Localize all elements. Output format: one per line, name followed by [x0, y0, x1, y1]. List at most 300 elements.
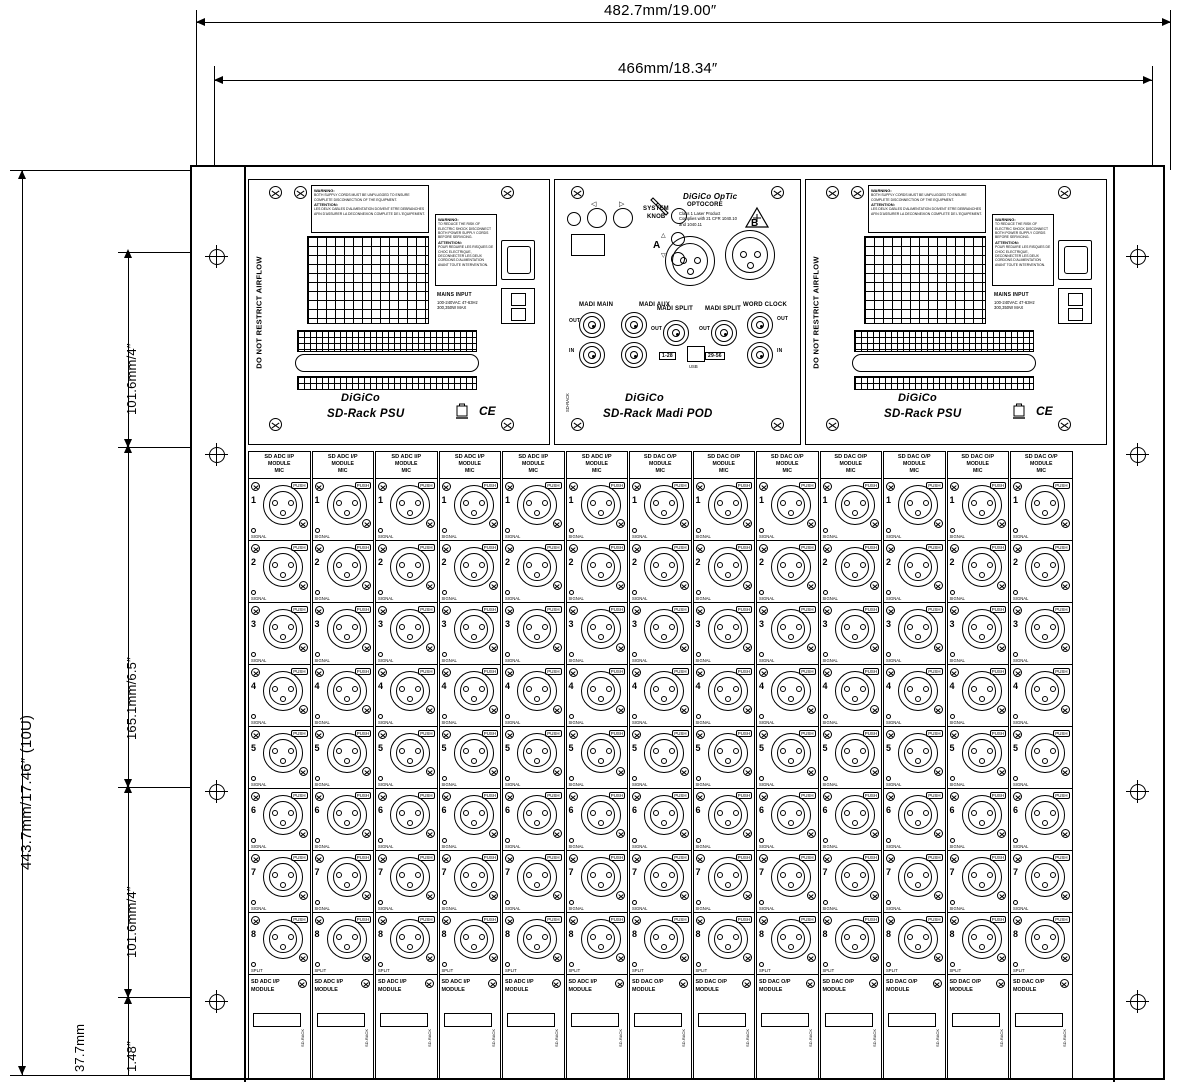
channel-cell-8-8[interactable]: [694, 913, 755, 975]
channel-cell-11-8[interactable]: [884, 913, 945, 975]
xlr-connector-1-1[interactable]: [263, 485, 303, 525]
xlr-connector-7-3[interactable]: [644, 609, 684, 649]
psu-right-switch-off[interactable]: [1068, 308, 1083, 321]
channel-cell-4-2[interactable]: [440, 541, 501, 603]
xlr-connector-11-6[interactable]: [898, 795, 938, 835]
xlr-connector-13-5[interactable]: [1025, 733, 1065, 773]
xlr-connector-3-8[interactable]: [390, 919, 430, 959]
xlr-connector-1-2[interactable]: [263, 547, 303, 587]
channel-cell-2-6[interactable]: [313, 789, 374, 851]
xlr-connector-8-4[interactable]: [708, 671, 748, 711]
channel-cell-12-6[interactable]: [948, 789, 1009, 851]
signal-label-10-7: SIGNAL: [822, 906, 838, 911]
xlr-connector-2-4[interactable]: [327, 671, 367, 711]
channel-cell-12-2[interactable]: [948, 541, 1009, 603]
channel-cell-5-1[interactable]: [503, 479, 564, 541]
xlr-connector-9-6[interactable]: [771, 795, 811, 835]
xlr-connector-2-8[interactable]: [327, 919, 367, 959]
xlr-connector-1-3[interactable]: [263, 609, 303, 649]
channel-number-9-1: 1: [759, 495, 765, 505]
module-screw-13-7b: [1061, 891, 1070, 900]
channel-cell-6-2[interactable]: [567, 541, 628, 603]
xlr-connector-6-4[interactable]: [581, 671, 621, 711]
xlr-connector-1-6[interactable]: [263, 795, 303, 835]
module-13[interactable]: [1010, 451, 1073, 1079]
xlr-connector-12-3[interactable]: [962, 609, 1002, 649]
channel-cell-10-5[interactable]: [821, 727, 882, 789]
module-11[interactable]: [883, 451, 946, 1079]
xlr-connector-5-6[interactable]: [517, 795, 557, 835]
xlr-connector-6-3[interactable]: [581, 609, 621, 649]
channel-cell-10-3[interactable]: [821, 603, 882, 665]
channel-cell-2-1[interactable]: [313, 479, 374, 541]
channel-cell-1-8[interactable]: [249, 913, 310, 975]
arrow-right-chassis-width: [1143, 76, 1152, 84]
xlr-connector-10-1[interactable]: [835, 485, 875, 525]
psu-right-iec-socket: [1064, 246, 1088, 274]
module-screw-13-4a: [1013, 668, 1022, 677]
xlr-connector-6-1[interactable]: [581, 485, 621, 525]
xlr-connector-10-6[interactable]: [835, 795, 875, 835]
channel-cell-7-7[interactable]: [630, 851, 691, 913]
channel-cell-9-3[interactable]: [757, 603, 818, 665]
xlr-connector-6-7[interactable]: [581, 857, 621, 897]
channel-cell-7-3[interactable]: [630, 603, 691, 665]
xlr-connector-8-2[interactable]: [708, 547, 748, 587]
module-screw-2-1a: [315, 482, 324, 491]
xlr-connector-9-1[interactable]: [771, 485, 811, 525]
bnc-word-clock-out[interactable]: [747, 312, 773, 338]
channel-cell-13-1[interactable]: [1011, 479, 1072, 541]
channel-cell-12-1[interactable]: [948, 479, 1009, 541]
module-foot-screw-4: [488, 979, 497, 988]
channel-cell-10-2[interactable]: [821, 541, 882, 603]
xlr-connector-10-7[interactable]: [835, 857, 875, 897]
xlr-connector-4-5[interactable]: [454, 733, 494, 773]
xlr-connector-11-4[interactable]: [898, 671, 938, 711]
push-latch-4-6: PUSH: [483, 793, 496, 798]
bnc-madi-split-1[interactable]: [663, 320, 689, 346]
push-latch-4-8: PUSH: [483, 917, 496, 922]
module-foot-sub-2: MODULE: [314, 987, 338, 993]
xlr-connector-13-8[interactable]: [1025, 919, 1065, 959]
xlr-connector-7-5[interactable]: [644, 733, 684, 773]
xlr-connector-10-8[interactable]: [835, 919, 875, 959]
push-latch-6-5: PUSH: [610, 731, 623, 736]
module-screw-11-8a: [886, 916, 895, 925]
channel-cell-8-4[interactable]: [694, 665, 755, 727]
xlr-connector-1-8[interactable]: [263, 919, 303, 959]
bnc-madi-aux-out[interactable]: [621, 312, 647, 338]
channel-cell-7-1[interactable]: [630, 479, 691, 541]
xlr-connector-12-8[interactable]: [962, 919, 1002, 959]
channel-cell-4-6[interactable]: [440, 789, 501, 851]
xlr-connector-6-5[interactable]: [581, 733, 621, 773]
module-screw-12-3b: [997, 643, 1006, 652]
channel-cell-12-8[interactable]: [948, 913, 1009, 975]
xlr-connector-12-2[interactable]: [962, 547, 1002, 587]
xlr-connector-8-1[interactable]: [708, 485, 748, 525]
xlr-connector-3-7[interactable]: [390, 857, 430, 897]
channel-cell-1-7[interactable]: [249, 851, 310, 913]
module-screw-7-7a: [632, 854, 641, 863]
bnc-word-clock-in[interactable]: [747, 342, 773, 368]
module-5[interactable]: [502, 451, 565, 1079]
channel-cell-6-5[interactable]: [567, 727, 628, 789]
channel-cell-8-5[interactable]: [694, 727, 755, 789]
channel-cell-11-3[interactable]: [884, 603, 945, 665]
signal-label-11-7: SIGNAL: [886, 906, 902, 911]
channel-cell-5-6[interactable]: [503, 789, 564, 851]
channel-cell-13-5[interactable]: [1011, 727, 1072, 789]
channel-cell-6-8[interactable]: [567, 913, 628, 975]
module-footer-3: [376, 975, 437, 1048]
xlr-connector-8-6[interactable]: [708, 795, 748, 835]
channel-cell-8-3[interactable]: [694, 603, 755, 665]
module-6[interactable]: [566, 451, 629, 1079]
xlr-connector-10-4[interactable]: [835, 671, 875, 711]
pod-button-left[interactable]: [587, 208, 607, 228]
channel-cell-1-4[interactable]: [249, 665, 310, 727]
channel-cell-11-7[interactable]: [884, 851, 945, 913]
channel-cell-4-8[interactable]: [440, 913, 501, 975]
xlr-connector-2-2[interactable]: [327, 547, 367, 587]
xlr-connector-8-8[interactable]: [708, 919, 748, 959]
module-mic-3: MIC: [401, 468, 411, 474]
module-screw-4-7a: [442, 854, 451, 863]
xlr-connector-4-7[interactable]: [454, 857, 494, 897]
signal-label-12-8: SPLIT: [949, 968, 962, 973]
channel-cell-8-7[interactable]: [694, 851, 755, 913]
psu-left-airflow-label: DO NOT RESTRICT AIRFLOW: [254, 255, 264, 369]
xlr-connector-9-5[interactable]: [771, 733, 811, 773]
xlr-connector-1-5[interactable]: [263, 733, 303, 773]
pod-system-knob[interactable]: [671, 208, 687, 224]
xlr-connector-4-1[interactable]: [454, 485, 494, 525]
channel-cell-5-8[interactable]: [503, 913, 564, 975]
xlr-connector-7-8[interactable]: [644, 919, 684, 959]
module-10[interactable]: [820, 451, 883, 1079]
xlr-connector-13-4[interactable]: [1025, 671, 1065, 711]
channel-cell-10-4[interactable]: [821, 665, 882, 727]
channel-cell-8-1[interactable]: [694, 479, 755, 541]
psu-left-ce-mark: CE: [479, 404, 496, 418]
channel-cell-1-5[interactable]: [249, 727, 310, 789]
channel-cell-3-5[interactable]: [376, 727, 437, 789]
channel-cell-4-1[interactable]: [440, 479, 501, 541]
module-8[interactable]: [693, 451, 756, 1079]
xlr-connector-2-1[interactable]: [327, 485, 367, 525]
push-latch-5-3: PUSH: [547, 607, 560, 612]
module-footer-12: [948, 975, 1009, 1048]
xlr-connector-11-1[interactable]: [898, 485, 938, 525]
xlr-connector-11-2[interactable]: [898, 547, 938, 587]
xlr-connector-2-5[interactable]: [327, 733, 367, 773]
signal-label-8-5: SIGNAL: [695, 782, 711, 787]
xlr-connector-1-4[interactable]: [263, 671, 303, 711]
xlr-connector-10-5[interactable]: [835, 733, 875, 773]
channel-cell-2-2[interactable]: [313, 541, 374, 603]
xlr-connector-12-4[interactable]: [962, 671, 1002, 711]
xlr-connector-12-7[interactable]: [962, 857, 1002, 897]
channel-cell-4-4[interactable]: [440, 665, 501, 727]
module-footer-2: [313, 975, 374, 1048]
xlr-connector-2-3[interactable]: [327, 609, 367, 649]
channel-cell-9-1[interactable]: [757, 479, 818, 541]
channel-cell-5-3[interactable]: [503, 603, 564, 665]
xlr-connector-6-6[interactable]: [581, 795, 621, 835]
psu-right-switch-on[interactable]: [1068, 293, 1083, 306]
signal-label-13-4: SIGNAL: [1013, 720, 1029, 725]
xlr-connector-11-3[interactable]: [898, 609, 938, 649]
channel-cell-12-3[interactable]: [948, 603, 1009, 665]
signal-label-1-7: SIGNAL: [251, 906, 267, 911]
signal-label-10-5: SIGNAL: [822, 782, 838, 787]
channel-cell-10-1[interactable]: [821, 479, 882, 541]
xlr-connector-12-5[interactable]: [962, 733, 1002, 773]
xlr-connector-8-3[interactable]: [708, 609, 748, 649]
xlr-connector-11-7[interactable]: [898, 857, 938, 897]
channel-cell-1-2[interactable]: [249, 541, 310, 603]
xlr-connector-3-1[interactable]: [390, 485, 430, 525]
optocore-port-b[interactable]: [725, 230, 775, 280]
psu-right-vent-strip-2: [854, 376, 1034, 390]
xlr-connector-12-6[interactable]: [962, 795, 1002, 835]
channel-number-1-2: 2: [251, 557, 257, 567]
channel-cell-2-3[interactable]: [313, 603, 374, 665]
xlr-connector-5-8[interactable]: [517, 919, 557, 959]
dimline-overall-width: [196, 22, 1171, 23]
xlr-connector-2-6[interactable]: [327, 795, 367, 835]
channel-cell-6-4[interactable]: [567, 665, 628, 727]
optocore-b-pin-2: [754, 251, 761, 258]
arrow-down-overall-height: [18, 1066, 26, 1075]
push-latch-12-6: PUSH: [991, 793, 1004, 798]
xlr-connector-4-3[interactable]: [454, 609, 494, 649]
xlr-connector-6-2[interactable]: [581, 547, 621, 587]
channel-cell-3-3[interactable]: [376, 603, 437, 665]
module-7[interactable]: [629, 451, 692, 1079]
xlr-connector-5-3[interactable]: [517, 609, 557, 649]
module-screw-11-8b: [934, 953, 943, 962]
channel-cell-3-4[interactable]: [376, 665, 437, 727]
channel-cell-1-3[interactable]: [249, 603, 310, 665]
channel-cell-9-5[interactable]: [757, 727, 818, 789]
xlr-connector-7-1[interactable]: [644, 485, 684, 525]
psu-right-power-switch[interactable]: [1058, 288, 1092, 324]
xlr-connector-4-2[interactable]: [454, 547, 494, 587]
signal-led-5-2: [505, 590, 510, 595]
xlr-connector-4-6[interactable]: [454, 795, 494, 835]
xlr-connector-3-3[interactable]: [390, 609, 430, 649]
module-screw-9-5a: [759, 730, 768, 739]
push-latch-11-6: PUSH: [928, 793, 941, 798]
xlr-connector-4-8[interactable]: [454, 919, 494, 959]
xlr-connector-9-4[interactable]: [771, 671, 811, 711]
optocore-a-pin-1: [680, 257, 687, 264]
bnc-madi-aux-in[interactable]: [621, 342, 647, 368]
bnc-madi-main-in[interactable]: [579, 342, 605, 368]
xlr-connector-6-8[interactable]: [581, 919, 621, 959]
channel-cell-6-7[interactable]: [567, 851, 628, 913]
channel-cell-3-8[interactable]: [376, 913, 437, 975]
channel-cell-11-5[interactable]: [884, 727, 945, 789]
xlr-connector-7-2[interactable]: [644, 547, 684, 587]
xlr-connector-10-2[interactable]: [835, 547, 875, 587]
xlr-connector-7-4[interactable]: [644, 671, 684, 711]
channel-cell-1-6[interactable]: [249, 789, 310, 851]
channel-cell-11-1[interactable]: [884, 479, 945, 541]
push-latch-13-5: PUSH: [1055, 731, 1068, 736]
usb-port[interactable]: [687, 346, 705, 362]
xlr-connector-3-2[interactable]: [390, 547, 430, 587]
channel-cell-9-8[interactable]: [757, 913, 818, 975]
signal-label-9-8: SPLIT: [759, 968, 771, 973]
channel-cell-13-6[interactable]: [1011, 789, 1072, 851]
xlr-connector-13-7[interactable]: [1025, 857, 1065, 897]
xlr-connector-13-6[interactable]: [1025, 795, 1065, 835]
xlr-connector-7-7[interactable]: [644, 857, 684, 897]
xlr-connector-5-5[interactable]: [517, 733, 557, 773]
xlr-connector-9-2[interactable]: [771, 547, 811, 587]
module-screw-4-2b: [489, 581, 498, 590]
channel-cell-2-5[interactable]: [313, 727, 374, 789]
module-screw-6-7b: [616, 891, 625, 900]
channel-cell-11-4[interactable]: [884, 665, 945, 727]
xlr-connector-3-6[interactable]: [390, 795, 430, 835]
channel-cell-3-6[interactable]: [376, 789, 437, 851]
channel-cell-8-2[interactable]: [694, 541, 755, 603]
channel-cell-5-4[interactable]: [503, 665, 564, 727]
channel-cell-2-7[interactable]: [313, 851, 374, 913]
channel-cell-7-6[interactable]: [630, 789, 691, 851]
psu-left-switch-on[interactable]: [511, 293, 526, 306]
module-screw-10-8a: [823, 916, 832, 925]
channel-cell-2-8[interactable]: [313, 913, 374, 975]
channel-cell-13-3[interactable]: [1011, 603, 1072, 665]
channel-cell-5-2[interactable]: [503, 541, 564, 603]
extline-chassis-right: [1152, 66, 1153, 176]
channel-cell-5-7[interactable]: [503, 851, 564, 913]
optocore-port-a[interactable]: [665, 236, 715, 286]
module-foot-type-2: SD ADC I/P: [314, 979, 344, 985]
module-3[interactable]: [375, 451, 438, 1079]
xlr-connector-11-8[interactable]: [898, 919, 938, 959]
signal-led-7-1: [632, 528, 637, 533]
xlr-connector-7-6[interactable]: [644, 795, 684, 835]
channel-cell-8-6[interactable]: [694, 789, 755, 851]
psu-left-power-switch[interactable]: [501, 288, 535, 324]
channel-cell-9-7[interactable]: [757, 851, 818, 913]
channel-cell-6-6[interactable]: [567, 789, 628, 851]
channel-cell-12-7[interactable]: [948, 851, 1009, 913]
xlr-connector-13-3[interactable]: [1025, 609, 1065, 649]
xlr-connector-5-4[interactable]: [517, 671, 557, 711]
xlr-connector-10-3[interactable]: [835, 609, 875, 649]
xlr-connector-12-1[interactable]: [962, 485, 1002, 525]
xlr-connector-4-4[interactable]: [454, 671, 494, 711]
channel-cell-9-2[interactable]: [757, 541, 818, 603]
channel-cell-6-1[interactable]: [567, 479, 628, 541]
xlr-connector-3-5[interactable]: [390, 733, 430, 773]
xlr-connector-9-7[interactable]: [771, 857, 811, 897]
module-12[interactable]: [947, 451, 1010, 1079]
channel-cell-6-3[interactable]: [567, 603, 628, 665]
psu-right-brand: DiGiCo: [898, 392, 938, 404]
xlr-connector-8-7[interactable]: [708, 857, 748, 897]
psu-left-switch-off[interactable]: [511, 308, 526, 321]
channel-cell-4-3[interactable]: [440, 603, 501, 665]
xlr-connector-13-2[interactable]: [1025, 547, 1065, 587]
channel-cell-7-5[interactable]: [630, 727, 691, 789]
pod-button-right[interactable]: [613, 208, 633, 228]
channel-cell-4-7[interactable]: [440, 851, 501, 913]
weee-icon-psu-left: [455, 402, 469, 419]
module-screw-8-4b: [743, 705, 752, 714]
channel-number-7-7: 7: [632, 867, 638, 877]
channel-cell-7-2[interactable]: [630, 541, 691, 603]
channel-cell-5-5[interactable]: [503, 727, 564, 789]
channel-cell-12-4[interactable]: [948, 665, 1009, 727]
signal-led-11-1: [886, 528, 891, 533]
bnc-madi-split-2[interactable]: [711, 320, 737, 346]
channel-cell-13-8[interactable]: [1011, 913, 1072, 975]
xlr-connector-9-3[interactable]: [771, 609, 811, 649]
channel-cell-9-6[interactable]: [757, 789, 818, 851]
channel-cell-10-7[interactable]: [821, 851, 882, 913]
channel-cell-12-5[interactable]: [948, 727, 1009, 789]
xlr-connector-9-8[interactable]: [771, 919, 811, 959]
module-2[interactable]: [312, 451, 375, 1079]
channel-cell-3-1[interactable]: [376, 479, 437, 541]
module-4[interactable]: [439, 451, 502, 1079]
channel-cell-7-8[interactable]: [630, 913, 691, 975]
module-9[interactable]: [756, 451, 819, 1079]
channel-cell-13-4[interactable]: [1011, 665, 1072, 727]
channel-cell-4-5[interactable]: [440, 727, 501, 789]
xlr-connector-5-7[interactable]: [517, 857, 557, 897]
channel-cell-9-4[interactable]: [757, 665, 818, 727]
xlr-connector-2-7[interactable]: [327, 857, 367, 897]
xlr-connector-3-4[interactable]: [390, 671, 430, 711]
xlr-connector-1-7[interactable]: [263, 857, 303, 897]
channel-cell-7-4[interactable]: [630, 665, 691, 727]
xlr-connector-8-5[interactable]: [708, 733, 748, 773]
xlr-connector-5-1[interactable]: [517, 485, 557, 525]
bnc-madi-main-out[interactable]: [579, 312, 605, 338]
signal-label-12-2: SIGNAL: [949, 596, 965, 601]
xlr-connector-13-1[interactable]: [1025, 485, 1065, 525]
channel-cell-3-2[interactable]: [376, 541, 437, 603]
push-latch-2-8: PUSH: [356, 917, 369, 922]
channel-cell-11-2[interactable]: [884, 541, 945, 603]
channel-number-2-7: 7: [314, 867, 320, 877]
signal-led-6-5: [569, 776, 574, 781]
channel-cell-1-1[interactable]: [249, 479, 310, 541]
module-1[interactable]: [248, 451, 311, 1079]
channel-cell-10-8[interactable]: [821, 913, 882, 975]
xlr-connector-5-2[interactable]: [517, 547, 557, 587]
channel-cell-10-6[interactable]: [821, 789, 882, 851]
xlr-connector-11-5[interactable]: [898, 733, 938, 773]
channel-cell-3-7[interactable]: [376, 851, 437, 913]
channel-cell-13-7[interactable]: [1011, 851, 1072, 913]
signal-led-7-7: [632, 900, 637, 905]
module-screw-7-1a: [632, 482, 641, 491]
channel-cell-2-4[interactable]: [313, 665, 374, 727]
channel-cell-11-6[interactable]: [884, 789, 945, 851]
channel-cell-13-2[interactable]: [1011, 541, 1072, 603]
